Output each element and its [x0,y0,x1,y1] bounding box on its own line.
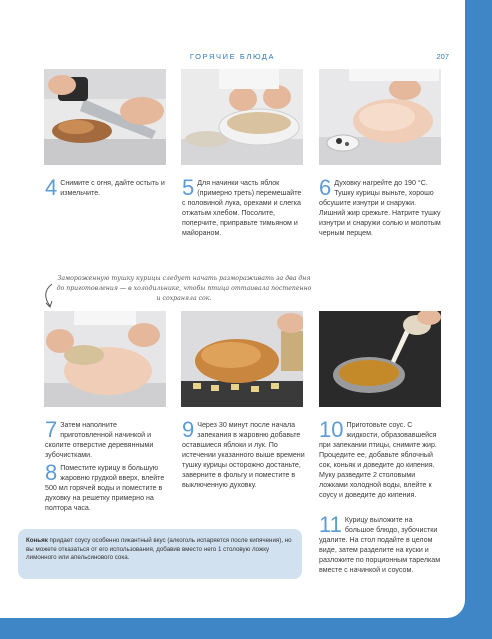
step-4 [45,175,167,200]
photo-sauce-pan [319,311,441,407]
step-number: 10 [319,417,344,442]
handwritten-note: Замороженную тушку курицы следует начать размораживать за два дня до приготовления — в холодильнике, чтобы птица оттаивала постепенно и сохраняла сок. [56,275,312,302]
page-number: 207 [436,52,449,61]
step-number: 4 [45,175,58,200]
step-text: Снимите с огня, дайте остыть и измельчите. [60,179,165,197]
step-number: 11 [319,512,342,537]
step-10 [319,417,443,500]
step-text: Затем наполните приготовленной начинкой и сколите отверстие деревянными зубочистками. [45,421,154,459]
step-5 [182,175,304,238]
step-6 [319,175,443,238]
step-number: 7 [45,417,58,442]
step-text: Поместите курицу в большую жаровню грудкой вверх, влейте 500 мл горячей воды и поместите в духовку на решетку примерно на полтора часа. [45,464,165,512]
photo-mixing-stuffing [181,69,303,165]
photo-stuffing-chicken [44,311,166,407]
step-number: 9 [182,417,195,442]
step-text: Духовку нагрейте до 190 °С. Тушку курицы выньте, хорошо обсушите изнутри и снаружи. Лишний жир срежьте. Натрите тушку изнутри и снаружи солью и молотым черным перцем. [319,179,441,237]
step-number: 8 [45,460,58,485]
step-text: Через 30 минут после начала запекания в жаровню добавьте оставшиеся яблоки и лук. По истечении указанного выше времени тушку курицы осторожно достаньте, заверните в фольгу и поместите в выключенную духовку. [182,421,305,489]
step-8 [45,460,169,513]
photo-roasted-chicken [181,311,303,407]
tip-text: придает соусу особенно пикантный вкус (алкоголь испаряется после кипячения), но вы можете отказаться от его использования, добавив вместо него 1 столовую ложку лимонного или апельсинового сока. [26,537,292,562]
section-title: ГОРЯЧИЕ БЛЮДА [189,52,276,61]
step-number: 6 [319,175,332,200]
step-number: 5 [182,175,195,200]
step-text: Приготовьте соус. С жидкости, образовавшейся при запекании птицы, снимите жир. Процедите ее, добавьте яблочный сок, коньяк и доведите до кипения. Муку разведите 2 столовыми ложками холодной воды, влейте к соусу и доведите до кипения. [319,421,437,499]
step-7 [45,417,169,460]
tip-box [18,529,302,579]
photo-seasoning-chicken [319,69,441,165]
tip-term: Коньяк [26,537,48,544]
step-text: Для начинки часть яблок (примерно треть) перемешайте с половиной лука, орехами и слегка отжатым хлебом. Посолите, поперчите, приправьте тимьяном и майораном. [182,179,302,237]
step-9 [182,417,306,490]
step-11 [319,512,443,575]
photo-chopping-nuts [44,69,166,165]
step-text: Курицу выложите на большое блюдо, зубочистки удалите. На стол подайте в целом виде, затем разделите на куски и разложите по порционным тарелкам вместе с начинкой и соусом. [319,516,441,574]
